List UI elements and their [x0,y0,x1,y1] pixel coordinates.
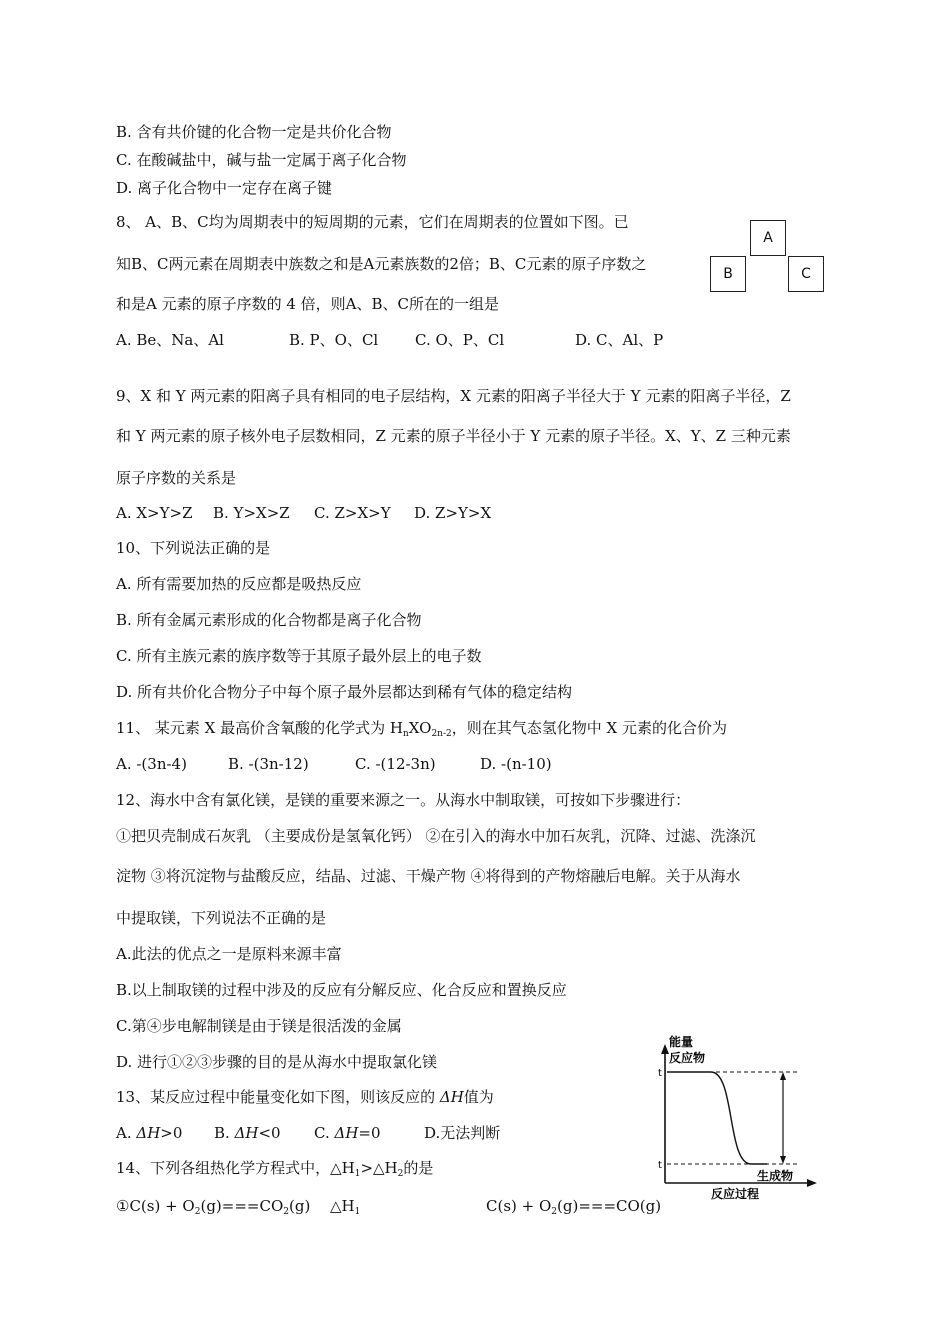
reactant-label: 反应物 [669,1051,706,1065]
q12-option-c: C.第④步电解制镁是由于镁是很活泼的金属 [116,1017,402,1035]
q13-option-a [116,1123,182,1143]
energy-curve [667,1072,767,1164]
q14-eq1-dh-symbol: △H [330,1197,355,1215]
q13-b-delta-h: ΔH [234,1124,259,1142]
q13-delta-h: ΔH [439,1088,464,1106]
q7-option-b: B. 含有共价键的化合物一定是共价化合物 [116,123,392,141]
q13-stem-post: 值为 [463,1088,494,1106]
q9-option-b: B. Y>X>Z [213,504,290,522]
q7-option-d: D. 离子化合物中一定存在离子键 [116,179,333,197]
q12-stem-line4: 中提取镁，下列说法不正确的是 [116,909,327,927]
q11-option-d: D. -(n-10) [480,755,552,773]
product-label: 生成物 [757,1169,794,1183]
q11-option-b: B. -(3n-12) [228,755,309,773]
q12-stem-line3: 淀物 ③将沉淀物与盐酸反应，结晶、过滤、干燥产物 ④将得到的产物熔融后电解。关于从海水 [116,867,741,885]
q14-equation-1 [116,1196,310,1222]
q14-eq2-part-a: C(s) + O [486,1197,552,1215]
q14-eq1-number: ① [116,1197,130,1215]
q11-stem-pre: 11、 某元素 X 最高价含氧酸的化学式为 H [116,719,403,737]
q14-eq1-part-c: (g) [289,1197,311,1215]
q8-option-d: D. C、Al、P [575,331,664,349]
q13-c-value: =0 [358,1124,381,1142]
q7-option-c: C. 在酸碱盐中，碱与盐一定属于离子化合物 [116,151,407,169]
q13-c-label: C. [314,1124,335,1142]
q14-eq1-sub-a: 2 [194,1207,201,1217]
q11-sub-n: n [402,729,409,739]
q14-sub-2: 2 [397,1169,404,1179]
q8-option-a: A. Be、Na、Al [116,331,224,349]
delta-h-arrow-down [780,1156,786,1164]
q11-stem [116,718,727,744]
q9-stem-line1: 9、X 和 Y 两元素的阳离子具有相同的电子层结构，X 元素的阳离子半径大于 Y 元素的阳离子半径，Z [116,387,791,405]
q8-option-c: C. O、P、Cl [415,331,505,349]
q9-option-a: A. X>Y>Z [116,504,193,522]
q10-option-c: C. 所有主族元素的族序数等于其原子最外层上的电子数 [116,647,482,665]
q13-option-c [314,1123,381,1143]
q13-a-label: A. [116,1124,137,1142]
q13-stem-pre: 13、某反应过程中能量变化如下图，则该反应的 [116,1088,440,1106]
q14-stem-post: 的是 [403,1159,434,1177]
q13-b-label: B. [214,1124,235,1142]
q14-equation-2 [486,1196,661,1222]
x-axis-arrow [807,1179,817,1187]
q9-stem-line2: 和 Y 两元素的原子核外电子层数相同，Z 元素的原子半径小于 Y 元素的原子半径。X、Y、Z 三种元素 [116,427,791,445]
q9-option-d: D. Z>Y>X [414,504,492,522]
q14-sub-1: 1 [354,1169,361,1179]
q13-option-b [214,1123,281,1143]
q10-option-d: D. 所有共价化合物分子中每个原子最外层都达到稀有气体的稳定结构 [116,683,573,701]
q13-c-delta-h: ΔH [334,1124,359,1142]
q13-a-delta-h: ΔH [136,1124,161,1142]
q14-eq1-delta-h [330,1196,360,1222]
q14-eq1-part-a: C(s) + O [129,1197,195,1215]
q11-stem-mid: XO [408,719,432,737]
y-axis-label: 能量 [669,1035,694,1049]
q13-stem [116,1087,494,1107]
q11-option-a: A. -(3n-4) [116,755,187,773]
energy-diagram [655,1032,825,1202]
q12-stem-line2: ①把贝壳制成石灰乳 （主要成份是氢氧化钙） ②在引入的海水中加石灰乳，沉降、过滤、洗涤沉 [116,827,756,845]
q9-stem-line3: 原子序数的关系是 [116,469,237,487]
q14-eq2-part-b: (g)===CO(g) [557,1197,662,1215]
q11-option-c: C. -(12-3n) [355,755,436,773]
q13-b-value: <0 [258,1124,281,1142]
q11-stem-post: ，则在其气态氢化物中 X 元素的化合价为 [451,719,727,737]
q14-stem [116,1158,433,1184]
q12-option-b: B.以上制取镁的过程中涉及的反应有分解反应、化合反应和置换反应 [116,981,567,999]
x-axis-label: 反应过程 [711,1187,760,1201]
q13-a-value: >0 [160,1124,183,1142]
q14-eq1-part-b: (g)===CO [200,1197,284,1215]
q11-sub-2n-2: 2n-2 [431,729,452,739]
cell-a: A [750,220,786,256]
q8-option-b: B. P、O、Cl [289,331,379,349]
cell-c: C [788,256,824,292]
q10-option-b: B. 所有金属元素形成的化合物都是离子化合物 [116,611,422,629]
q14-eq1-sub-b: 2 [283,1207,289,1217]
q14-stem-pre: 14、下列各组热化学方程式中，△H [116,1159,355,1177]
q9-option-c: C. Z>X>Y [314,504,391,522]
tick-top-label: t [658,1068,662,1079]
q13-option-d: D.无法判断 [424,1124,501,1142]
q12-stem-line1: 12、海水中含有氯化镁，是镁的重要来源之一。从海水中制取镁，可按如下步骤进行： [116,791,691,809]
y-axis-arrow [661,1044,669,1054]
q12-option-d: D. 进行①②③步骤的目的是从海水中提取氯化镁 [116,1053,438,1071]
q14-stem-mid: >△H [360,1159,398,1177]
cell-b: B [710,256,746,292]
q10-stem: 10、下列说法正确的是 [116,539,271,557]
q10-option-a: A. 所有需要加热的反应都是吸热反应 [116,575,362,593]
q8-stem-line2: 知B、C两元素在周期表中族数之和是A元素族数的2倍；B、C元素的原子序数之 [116,255,647,273]
q8-stem-line1: 8、 A、B、C均为周期表中的短周期的元素，它们在周期表的位置如下图。已 [116,213,629,231]
q14-eq1-dh-sub: 1 [354,1207,361,1217]
q8-stem-line3: 和是A 元素的原子序数的 4 倍，则A、B、C所在的一组是 [116,295,500,313]
q14-eq2-sub-a: 2 [551,1207,558,1217]
tick-bottom-label: t [658,1160,662,1171]
q12-option-a: A.此法的优点之一是原料来源丰富 [116,945,342,963]
delta-h-arrow-up [780,1072,786,1080]
